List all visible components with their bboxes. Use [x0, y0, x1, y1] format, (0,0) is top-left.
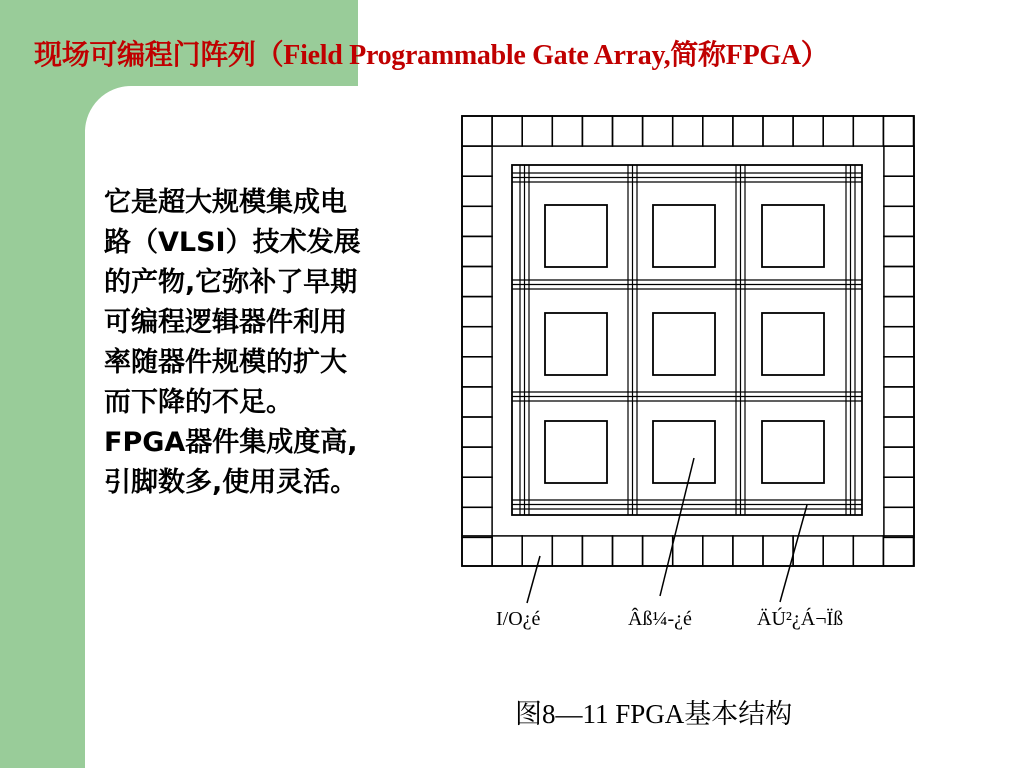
io-cell: [492, 536, 522, 566]
figure-caption: 图8—11 FPGA基本结构: [515, 699, 793, 729]
io-cell: [643, 116, 673, 146]
description-line: 率随器件规模的扩大: [104, 347, 347, 378]
description-line: 而下降的不足。: [104, 387, 293, 418]
io-cell: [884, 297, 914, 327]
io-cell: [462, 116, 492, 146]
io-cell: [462, 507, 492, 537]
description-line: 路（VLSI）技术发展: [104, 227, 361, 258]
logic-block: [762, 205, 824, 267]
io-cell: [884, 477, 914, 507]
io-cell: [884, 267, 914, 297]
io-cell: [462, 267, 492, 297]
io-cell: [613, 116, 643, 146]
io-cell: [884, 236, 914, 266]
io-cell: [793, 116, 823, 146]
io-cell: [462, 357, 492, 387]
io-cell: [582, 536, 612, 566]
io-cell: [884, 387, 914, 417]
description-line: 可编程逻辑器件利用: [104, 307, 347, 338]
io-cell: [823, 536, 853, 566]
io-cell: [733, 536, 763, 566]
io-cell: [462, 297, 492, 327]
interconnect-label: ÄÚ²¿Á¬Ïß: [757, 608, 844, 630]
io-cell: [613, 536, 643, 566]
io-cell: [522, 116, 552, 146]
io-cell: [462, 176, 492, 206]
description-text: [104, 183, 429, 503]
io-cell: [884, 327, 914, 357]
io-cell: [582, 116, 612, 146]
logic-block: [545, 205, 607, 267]
diagram-shapes: [462, 116, 914, 603]
description-line: 引脚数多,使用灵活。: [104, 467, 358, 498]
io-cell: [883, 116, 913, 146]
interconnect-leader-line: [780, 505, 807, 602]
io-leader-line: [527, 556, 540, 603]
description-line: 它是超大规模集成电: [104, 187, 347, 218]
logic-block: [653, 205, 715, 267]
io-cell: [462, 146, 492, 176]
logic-block: [545, 313, 607, 375]
io-cell: [884, 447, 914, 477]
io-cell: [823, 116, 853, 146]
io-cell: [884, 146, 914, 176]
io-cell: [462, 387, 492, 417]
io-cell: [703, 536, 733, 566]
io-cell: [884, 357, 914, 387]
io-cell: [884, 417, 914, 447]
io-block-label: I/O¿é: [496, 608, 541, 630]
io-cell: [853, 116, 883, 146]
io-cell: [883, 536, 913, 566]
routing-region: [512, 165, 862, 515]
io-cell: [462, 206, 492, 236]
io-cell: [853, 536, 883, 566]
description-line: FPGA器件集成度高,: [104, 427, 358, 458]
io-cell: [673, 116, 703, 146]
description-line: 的产物,它弥补了早期: [104, 267, 358, 298]
io-cell: [462, 236, 492, 266]
io-cell: [763, 536, 793, 566]
io-cell: [763, 116, 793, 146]
io-cell: [462, 447, 492, 477]
io-cell: [733, 116, 763, 146]
io-cell: [462, 477, 492, 507]
io-cell: [703, 116, 733, 146]
logic-block: [545, 421, 607, 483]
io-cell: [552, 536, 582, 566]
slide-title: 现场可编程门阵列（Field Programmable Gate Array,简称FPGA）: [34, 40, 829, 71]
logic-block: [762, 421, 824, 483]
io-cell: [673, 536, 703, 566]
fpga-structure-diagram: [440, 100, 940, 610]
logic-block: [653, 421, 715, 483]
logic-block-label: Âß¼-¿é: [628, 608, 692, 630]
io-cell: [884, 507, 914, 537]
io-cell: [522, 536, 552, 566]
io-cell: [552, 116, 582, 146]
io-cell: [462, 327, 492, 357]
logic-block: [653, 313, 715, 375]
io-cell: [492, 116, 522, 146]
io-cell: [884, 176, 914, 206]
io-cell: [462, 417, 492, 447]
io-cell: [884, 206, 914, 236]
io-cell: [462, 536, 492, 566]
logic-block: [762, 313, 824, 375]
logic-leader-line: [660, 458, 694, 596]
